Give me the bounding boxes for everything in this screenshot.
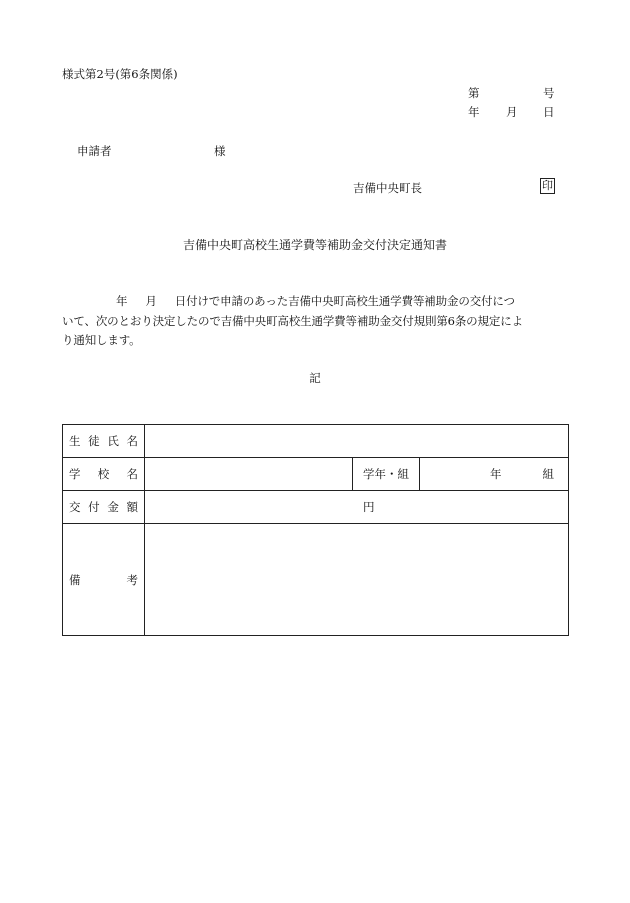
amount-label: 交 付 金 額 <box>63 491 145 524</box>
seal-mark: 印 <box>542 179 553 192</box>
notice-line-1 <box>62 292 568 312</box>
school-name-label: 学 校 名 <box>63 458 145 491</box>
date-month-label: 月 <box>506 105 518 119</box>
class-unit: 組 <box>542 467 555 481</box>
notice-line-3: り通知します。 <box>62 333 141 347</box>
student-name-row <box>63 425 569 458</box>
school-name-value[interactable] <box>145 458 353 491</box>
applicant-honorific: 様 <box>214 144 226 158</box>
remarks-label: 備 考 <box>63 524 145 636</box>
document-title: 吉備中央町高校生通学費等補助金交付決定通知書 <box>182 238 447 252</box>
body-line-1-text: 日付けで申請のあった吉備中央町高校生通学費等補助金の交付につ <box>174 294 515 308</box>
remarks-value[interactable] <box>145 524 569 636</box>
form-number: 様式第2号(第6条関係) <box>62 67 178 81</box>
grade-unit: 年 <box>490 467 502 481</box>
student-name-value[interactable] <box>145 425 569 458</box>
issuer-name: 吉備中央町長 <box>353 181 422 195</box>
decision-table <box>62 424 569 636</box>
grade-class-value[interactable] <box>420 458 569 491</box>
body-year-label: 年 <box>116 294 128 308</box>
grade-class-label: 学年・組 <box>353 458 420 491</box>
notice-body <box>62 292 568 351</box>
applicant-label: 申請者 <box>77 144 112 158</box>
notice-line-2: いて、次のとおり決定したので吉備中央町高校生通学費等補助金交付規則第6条の規定によ <box>62 313 523 328</box>
ki-heading: 記 <box>309 371 321 385</box>
document-number-prefix: 第 <box>468 86 480 100</box>
amount-row <box>63 491 569 524</box>
yen-unit: 円 <box>363 500 375 514</box>
remarks-row <box>63 524 569 636</box>
student-name-label: 生 徒 氏 名 <box>63 425 145 458</box>
school-row <box>63 458 569 491</box>
amount-value[interactable] <box>145 491 569 524</box>
date-year-label: 年 <box>468 105 480 119</box>
date-day-label: 日 <box>543 105 555 119</box>
body-month-label: 月 <box>145 294 157 308</box>
document-number-suffix: 号 <box>543 86 555 100</box>
